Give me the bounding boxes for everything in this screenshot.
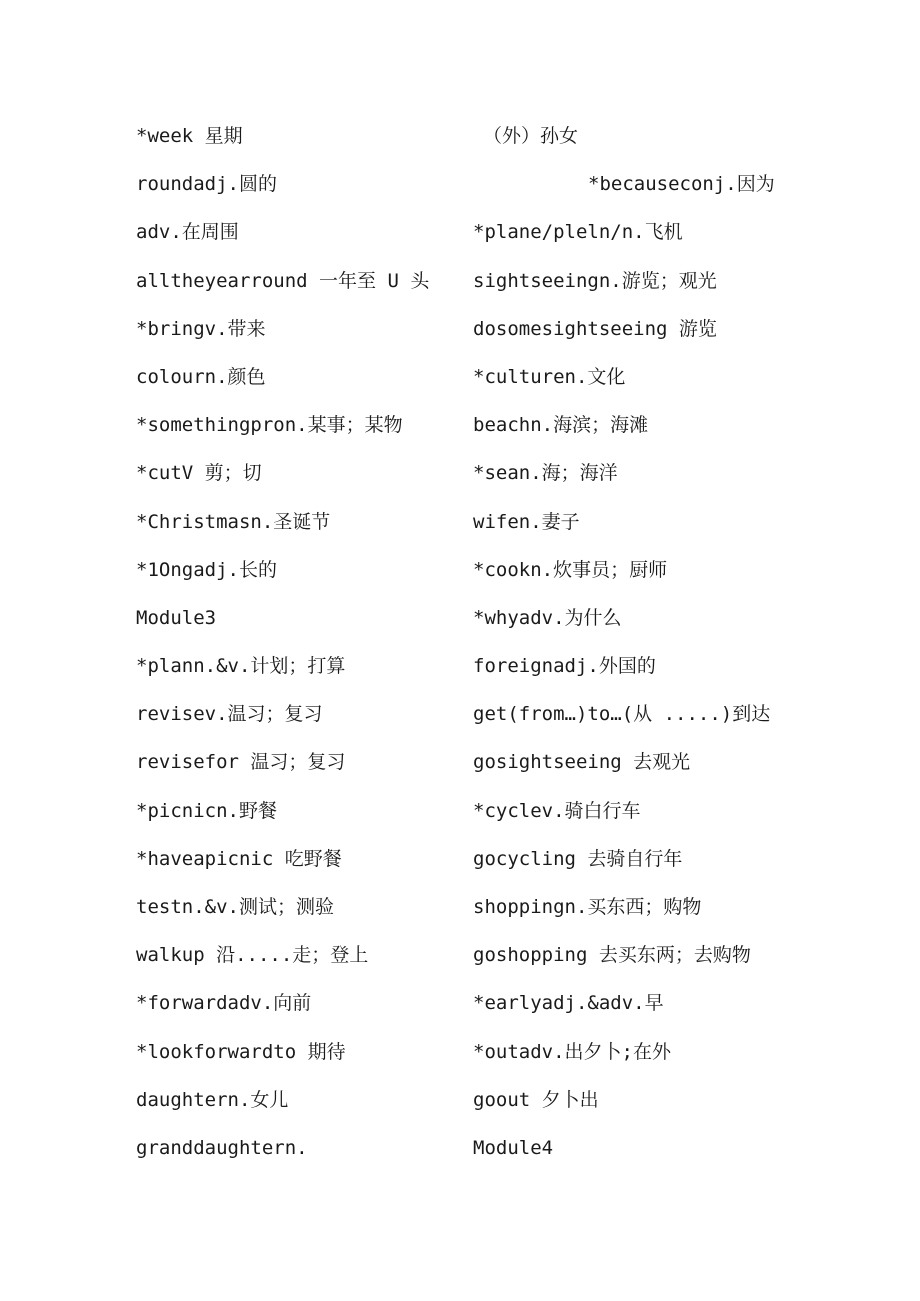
vocab-entry: *sean.海；海洋	[473, 462, 618, 485]
vocab-entry: *cookn.炊事员；厨师	[473, 558, 668, 581]
vocab-entry: granddaughtern.	[136, 1136, 308, 1159]
vocab-entry: shoppingn.买东西；购物	[473, 896, 702, 918]
vocab-entry: roundadj.圆的	[136, 173, 277, 196]
vocab-entry: colourn.颜色	[136, 365, 266, 388]
vocab-entry: get(from…)to…(从 .....)到达	[473, 703, 771, 726]
vocab-entry: *forwardadv.向前	[136, 992, 312, 1015]
vocab-entry: *outadv.出夕卜;在外	[473, 1040, 671, 1063]
vocab-entry: *earlyadj.&adv.早	[473, 992, 664, 1015]
vocab-entry: walkup 沿.....走；登上	[136, 944, 369, 967]
vocab-entry: revisefor 温习；复习	[136, 751, 346, 774]
vocab-entry: *plane/pleln/n.飞机	[473, 221, 683, 244]
vocab-entry: gocycling 去骑自行年	[473, 847, 683, 870]
vocab-entry: beachn.海滨；海滩	[473, 414, 649, 437]
vocab-entry: alltheyearround 一年至 U 头	[136, 269, 430, 292]
vocab-entry: *plann.&v.计划；打算	[136, 655, 346, 678]
vocab-entry: *lookforwardto 期待	[136, 1040, 346, 1063]
vocab-entry: wifen.妻子	[473, 510, 580, 533]
vocabulary-column-right	[473, 118, 803, 1178]
vocab-entry: *cutV 剪；切	[136, 462, 262, 485]
module-heading: Module3	[136, 606, 217, 629]
vocab-entry: （外）孙女	[483, 125, 579, 147]
vocabulary-column-left	[136, 118, 456, 1178]
vocab-entry: sightseeingn.游览；观光	[473, 269, 717, 292]
module-heading: Module4	[473, 1136, 554, 1159]
vocab-entry: goshopping 去买东两；去购物	[473, 944, 751, 967]
vocab-entry: *cyclev.骑白行车	[473, 799, 641, 822]
vocab-entry: revisev.温习；复习	[136, 703, 323, 726]
vocab-entry: *week 星期	[136, 125, 243, 147]
vocab-entry: daughtern.女儿	[136, 1088, 289, 1111]
vocab-entry: *culturen.文化	[473, 365, 626, 388]
vocab-entry: dosomesightseeing 游览	[473, 317, 717, 340]
vocab-entry: foreignadj.外国的	[473, 655, 656, 678]
vocab-entry: *bringv.带来	[136, 317, 266, 340]
vocab-entry: adv.在周围	[136, 221, 239, 244]
vocab-entry: gosightseeing 去观光	[473, 751, 691, 774]
vocab-entry: *picnicn.野餐	[136, 799, 277, 822]
vocab-entry: *whyadv.为什么	[473, 606, 622, 629]
vocab-entry: *haveapicnic 吃野餐	[136, 847, 342, 870]
vocab-entry: testn.&v.测试；测验	[136, 896, 334, 918]
vocab-entry: *somethingpron.某事；某物	[136, 414, 403, 437]
vocab-entry: *Christmasn.圣诞节	[136, 510, 331, 533]
vocab-entry: goout 夕卜出	[473, 1088, 599, 1111]
vocab-entry: *1Ongadj.长的	[136, 558, 277, 581]
vocab-entry: *becauseconj.因为	[588, 173, 775, 196]
